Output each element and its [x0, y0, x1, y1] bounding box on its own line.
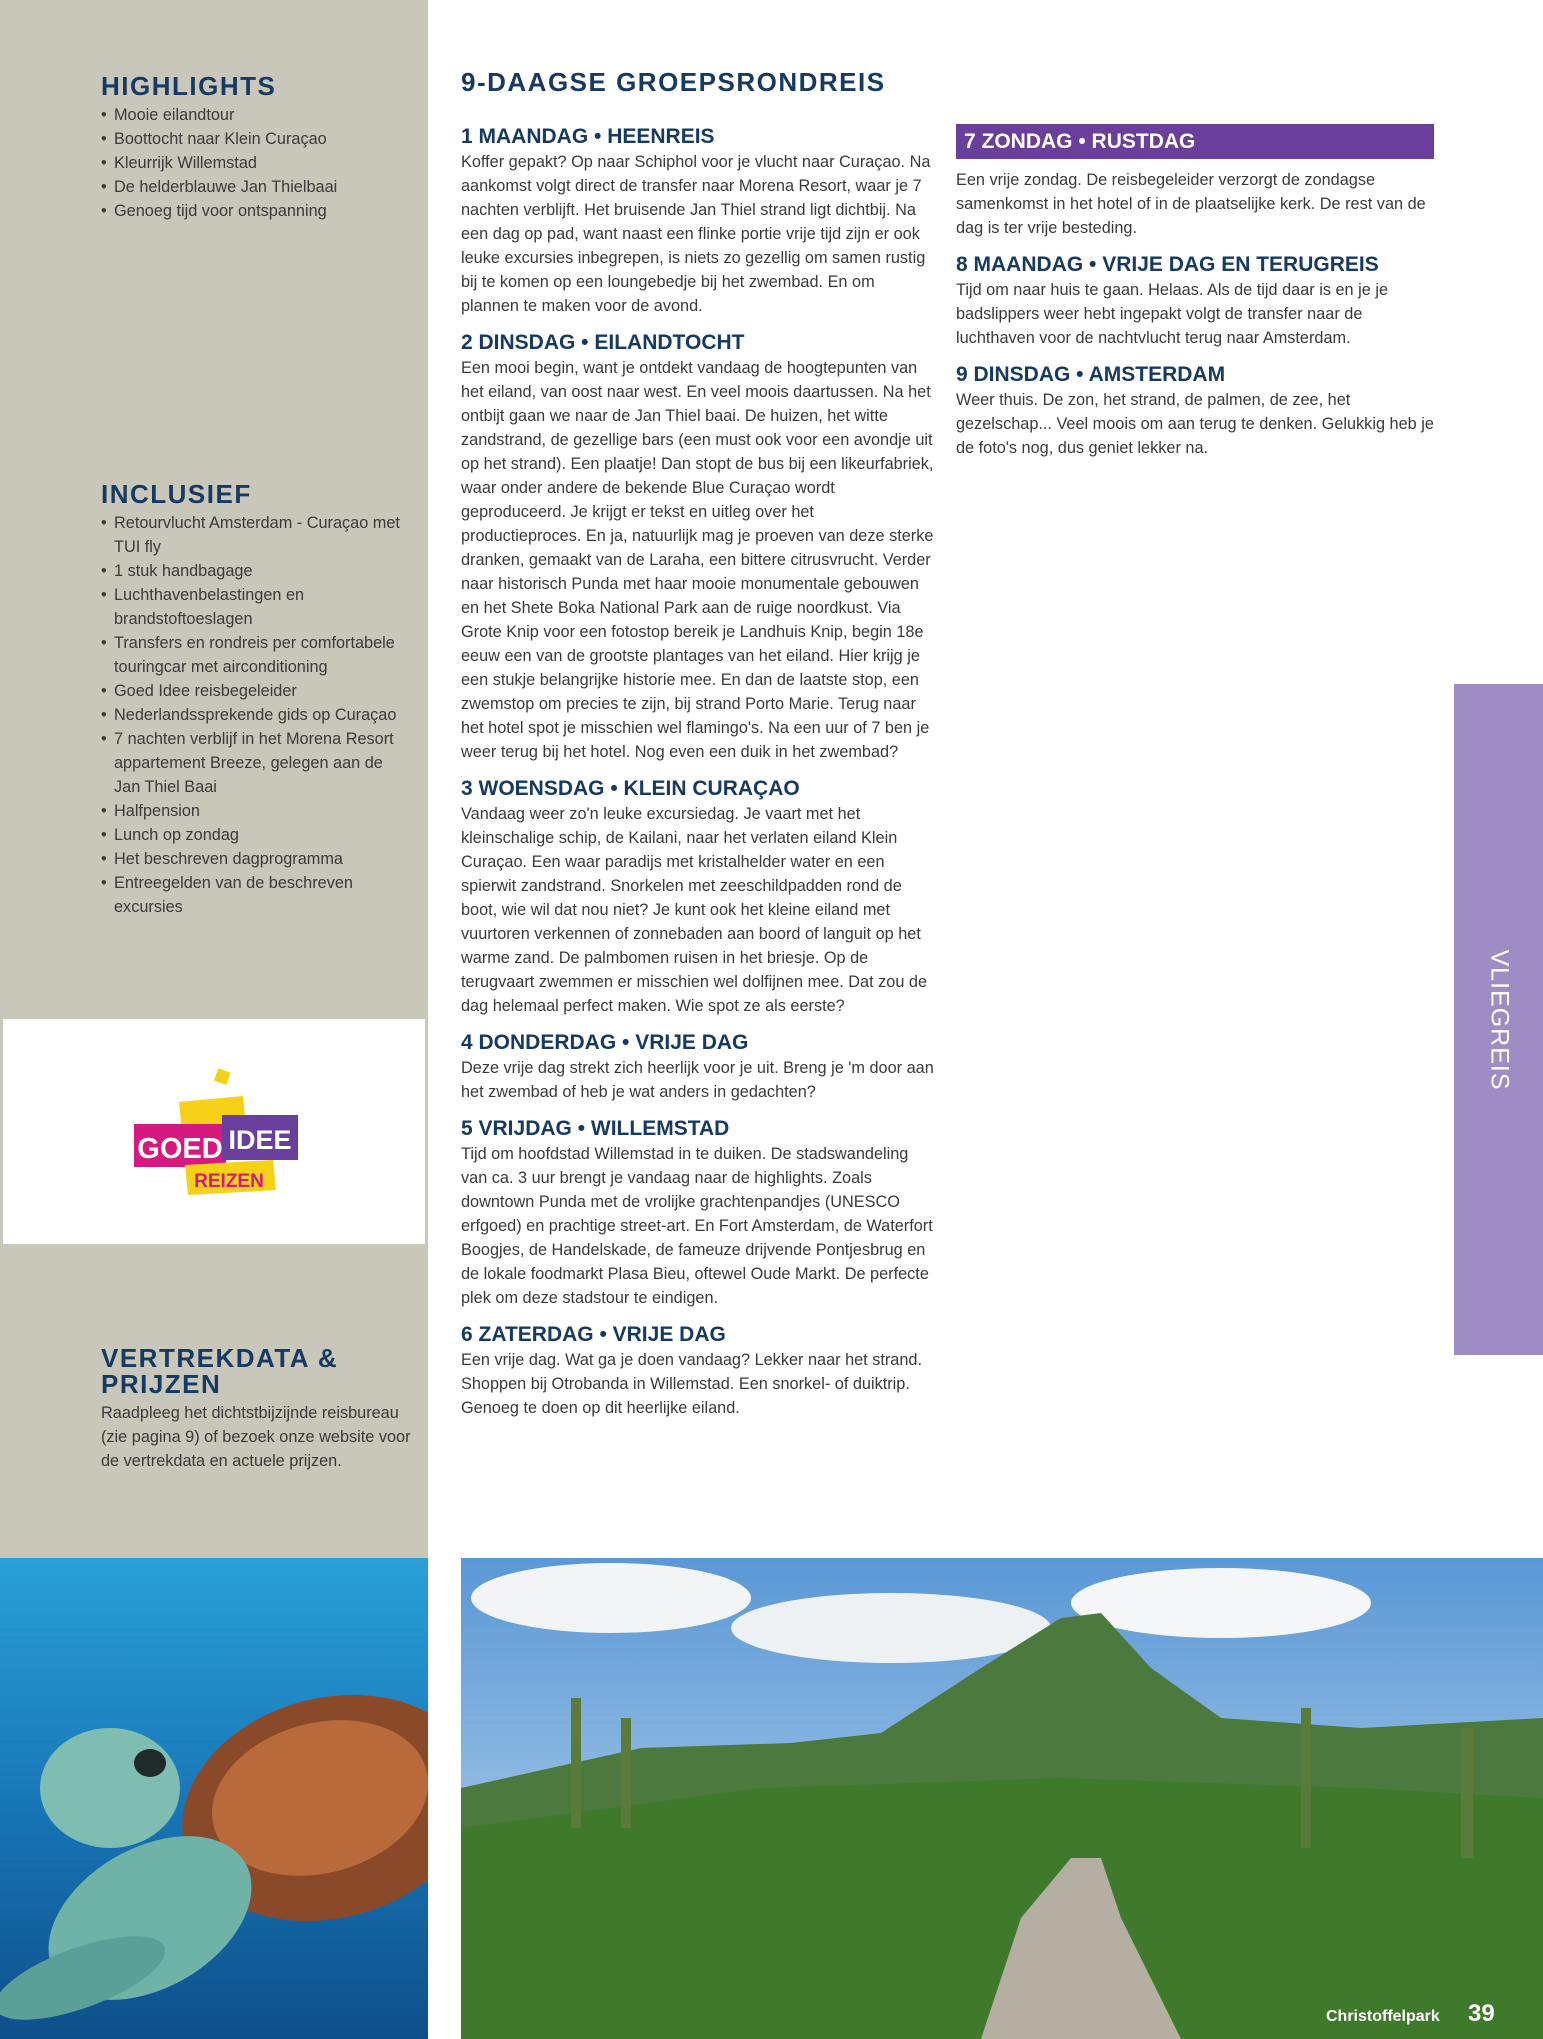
- sidebar-panel: [0, 0, 428, 1558]
- day-heading: 2 DINSDAG • EILANDTOCHT: [461, 331, 745, 354]
- day-text: Vandaag weer zo'n leuke excursiedag. Je vaart met het kleinschalige schip, de Kailani, naar het verlaten eiland Klein Curaçao. Een waar paradijs met kristalhelder water en een spierwit zandstrand. Snorkelen met zeeschildpadden rond de boot, wie wil dat nou niet? Je kunt ook het kleine eiland met vuurtoren verkennen of zonnebaden aan boord of languit op het warme zand. De palmbomen ruisen in het briesje. Op de terugvaart zwemmen er misschien wel dolfijnen mee. Dat zou de dag helemaal perfect maken. Wie spot ze als eerste?: [461, 805, 928, 1015]
- list-item: • Lunch op zondag: [101, 823, 411, 847]
- list-item: • Nederlandssprekende gids op Curaçao: [101, 703, 411, 727]
- day-section: [956, 362, 1434, 460]
- day-section: [956, 252, 1434, 350]
- highlights-heading: HIGHLIGHTS: [101, 71, 277, 101]
- photo-caption: Christoffelpark: [1326, 2008, 1440, 2025]
- list-item: • Goed Idee reisbegeleider: [101, 679, 411, 703]
- highlights-list: [101, 103, 411, 223]
- day-heading: 1 MAANDAG • HEENREIS: [461, 125, 715, 148]
- itinerary-column-right: [956, 124, 1434, 472]
- day-section: [461, 776, 936, 1018]
- inclusief-heading: INCLUSIEF: [101, 479, 252, 509]
- day-text: Deze vrije dag strekt zich heerlijk voor je uit. Breng je 'm door aan het zwembad of heb je wat anders in gedachten?: [461, 1059, 934, 1101]
- inclusief-section: [101, 481, 411, 919]
- day-heading: 4 DONDERDAG • VRIJE DAG: [461, 1031, 749, 1054]
- day-heading: 5 VRIJDAG • WILLEMSTAD: [461, 1117, 730, 1140]
- day-section: [956, 124, 1434, 240]
- goed-idee-logo: [3, 1019, 425, 1244]
- day-text: Een mooi begin, want je ontdekt vandaag de hoogtepunten van het eiland, van oost naar west. En veel moois daartussen. Na het ontbijt gaan we naar de Jan Thiel baai. De huizen, het witte zandstrand, de gezellige bars (een must ook voor een avondje uit op het strand). Een plaatje! Dan stopt de bus bij een likeurfabriek, waar onder andere de bekende Blue Curaçao wordt geproduceerd. Je krijgt er tekst en uitleg over het productieproces. En ja, natuurlijk mag je proeven van deze sterke dranken, gemaakt van de Laraha, een bittere citrusvrucht. Verder naar historisch Punda met haar mooie monumentale gebouwen en het Shete Boka National Park aan de ruige noordkust. Via Grote Knip voor een fotostop bereik je Landhuis Knip, begin 18e eeuw een van de grootste plantages van het eiland. Hier krijg je een stukje belangrijke historie mee. En dan de laatste stop, een zwemstop om precies te zijn, bij strand Porto Marie. Terug naar het hotel spot je misschien wel flamingo's. Na een uur of 7 ben je weer terug bij het hotel. Nog even een duik in het zwembad?: [461, 359, 934, 761]
- list-item: • 1 stuk handbagage: [101, 559, 411, 583]
- day-heading: 8 MAANDAG • VRIJE DAG EN TERUGREIS: [956, 253, 1379, 276]
- list-item: • Halfpension: [101, 799, 411, 823]
- list-item: • Entreegelden van de beschreven excursies: [101, 871, 411, 919]
- day-section: [461, 1116, 936, 1310]
- day-text: Een vrije zondag. De reisbegeleider verzorgt de zondagse samenkomst in het hotel of in de plaatselijke kerk. De rest van de dag is ter vrije besteding.: [956, 171, 1426, 237]
- list-item: • Genoeg tijd voor ontspanning: [101, 199, 411, 223]
- landscape-photo: [461, 1558, 1543, 2039]
- vertrekdata-heading: [101, 1345, 411, 1397]
- vertrekdata-section: [101, 1345, 411, 1473]
- day-heading: 9 DINSDAG • AMSTERDAM: [956, 363, 1226, 386]
- day-section: [461, 1322, 936, 1420]
- day-text: Een vrije dag. Wat ga je doen vandaag? Lekker naar het strand. Shoppen bij Otrobanda in Willemstad. Een snorkel- of duiktrip. Genoeg te doen op dit heerlijke eiland.: [461, 1351, 922, 1417]
- day-section: [461, 330, 936, 764]
- list-item: • Transfers en rondreis per comfortabele touringcar met airconditioning: [101, 631, 411, 679]
- day-text: Koffer gepakt? Op naar Schiphol voor je vlucht naar Curaçao. Na aankomst volgt direct de transfer naar Morena Resort, waar je 7 nachten verblijft. Het bruisende Jan Thiel strand ligt dichtbij. Na een dag op pad, want naast een flinke portie vrije tijd zijn er ook leuke excursies inbegrepen, is niets zo gezellig om samen rustig bij te komen op een loungebedje bij het zwembad. En om plannen te maken voor de avond.: [461, 153, 931, 315]
- christoffelpark-image: [461, 1558, 1543, 2039]
- list-item: • Luchthavenbelastingen en brandstoftoeslagen: [101, 583, 411, 631]
- page-title: 9-DAAGSE GROEPSRONDREIS: [461, 67, 886, 97]
- vertrekdata-heading-line2: PRIJZEN: [101, 1369, 222, 1399]
- side-tab: [1454, 684, 1543, 1355]
- side-tab-label: VLIEGREIS: [1485, 949, 1513, 1090]
- itinerary-column-left: [461, 124, 936, 1432]
- day-heading-highlighted: 7 ZONDAG • RUSTDAG: [956, 124, 1434, 159]
- vertrekdata-heading-line1: VERTREKDATA &: [101, 1343, 339, 1373]
- day-section: [461, 124, 936, 318]
- logo-word-idee: IDEE: [228, 1125, 292, 1155]
- list-item: • De helderblauwe Jan Thielbaai: [101, 175, 411, 199]
- day-text: Tijd om hoofdstad Willemstad in te duiken. De stadswandeling van ca. 3 uur brengt je vandaag naar de highlights. Zoals downtown Punda met de vrolijke grachtenpandjes (UNESCO erfgoed) en prachtige street-art. En Fort Amsterdam, de Waterfort Boogjes, de Handelskade, de fameuze drijvende Pontjesbrug en de lokale foodmarkt Plasa Bieu, oftewel Oude Markt. De perfecte plek om deze stadstour te eindigen.: [461, 1145, 933, 1307]
- logo-word-goed: GOED: [137, 1133, 223, 1165]
- vertrekdata-text: Raadpleeg het dichtstbijzijnde reisbureau (zie pagina 9) of bezoek onze website voor de vertrekdata en actuele prijzen.: [101, 1404, 411, 1470]
- day-text: Tijd om naar huis te gaan. Helaas. Als de tijd daar is en je je badslippers weer hebt ingepakt volgt de transfer naar de luchthaven voor de nachtvlucht terug naar Amsterdam.: [956, 281, 1388, 347]
- list-item: • Retourvlucht Amsterdam - Curaçao met TUI fly: [101, 511, 411, 559]
- day-section: [461, 1030, 936, 1104]
- turtle-photo: [0, 1558, 428, 2039]
- list-item: • 7 nachten verblijf in het Morena Resort appartement Breeze, gelegen aan de Jan Thiel Baai: [101, 727, 411, 799]
- day-heading: 6 ZATERDAG • VRIJE DAG: [461, 1323, 726, 1346]
- sea-turtle-image: [0, 1558, 428, 2039]
- logo-panel: [3, 1019, 425, 1244]
- day-text: Weer thuis. De zon, het strand, de palmen, de zee, het gezelschap... Veel moois om aan terug te denken. Gelukkig heb je de foto's nog, dus geniet lekker na.: [956, 391, 1434, 457]
- page-number: 39: [1468, 2000, 1495, 2027]
- list-item: • Kleurrijk Willemstad: [101, 151, 411, 175]
- day-heading: 3 WOENSDAG • KLEIN CURAÇAO: [461, 777, 800, 800]
- logo-word-reizen: REIZEN: [194, 1171, 264, 1192]
- list-item: • Mooie eilandtour: [101, 103, 411, 127]
- inclusief-list: [101, 511, 411, 919]
- highlights-section: [101, 73, 411, 223]
- list-item: • Het beschreven dagprogramma: [101, 847, 411, 871]
- list-item: • Boottocht naar Klein Curaçao: [101, 127, 411, 151]
